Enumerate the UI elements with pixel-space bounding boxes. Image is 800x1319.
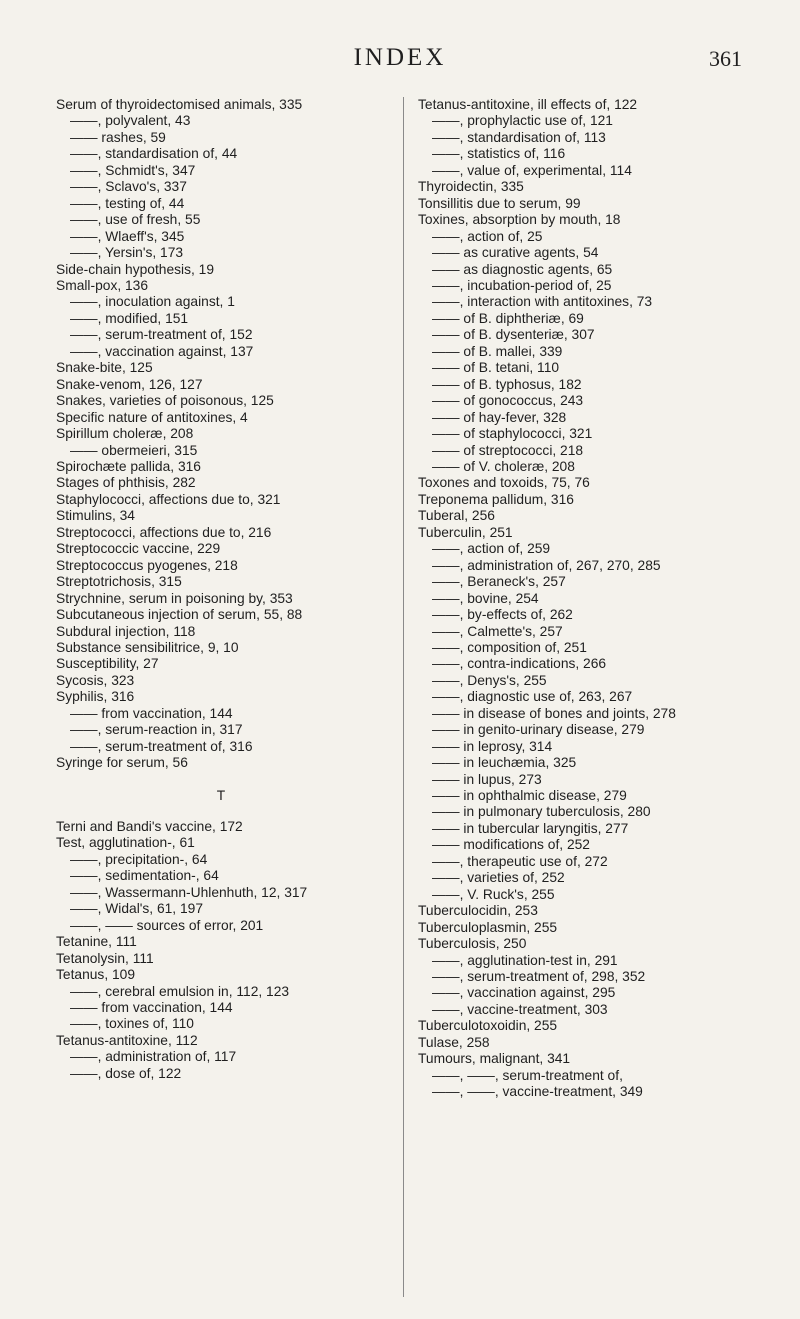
index-entry: Snake-bite, 125 xyxy=(56,360,153,376)
index-subentry: —— from vaccination, 144 xyxy=(70,1000,233,1016)
index-subentry: —— in ophthalmic disease, 279 xyxy=(432,788,627,804)
index-subentry: ——, Calmette's, 257 xyxy=(432,623,563,639)
index-entry: Thyroidectin, 335 xyxy=(418,179,524,195)
index-subentry: —— in leprosy, 314 xyxy=(432,738,553,754)
index-subentry: ——, statistics of, 116 xyxy=(432,146,566,162)
index-subentry: —— in disease of bones and joints, 278 xyxy=(432,705,676,721)
index-entry: Toxines, absorption by mouth, 18 xyxy=(418,212,621,228)
index-subentry: ——, Wassermann-Uhlenhuth, 12, 317 xyxy=(70,884,308,900)
index-column-left xyxy=(56,97,386,1082)
index-subentry: —— from vaccination, 144 xyxy=(70,705,233,721)
index-subentry: ——, incubation-period of, 25 xyxy=(432,277,612,293)
index-entry: Spirillum choleræ, 208 xyxy=(56,426,194,442)
index-subentry: —— in pulmonary tuberculosis, 280 xyxy=(432,804,651,820)
index-subentry: ——, therapeutic use of, 272 xyxy=(432,853,608,869)
index-entry: Tetanolysin, 111 xyxy=(56,950,154,966)
index-entry: Treponema pallidum, 316 xyxy=(418,491,574,507)
index-subentry: ——, Sclavo's, 337 xyxy=(70,179,187,195)
index-entry: Streptococcus pyogenes, 218 xyxy=(56,557,238,573)
index-entry: Streptococci, affections due to, 216 xyxy=(56,524,272,540)
index-entry: Sycosis, 323 xyxy=(56,672,135,688)
index-subentry: ——, —— sources of error, 201 xyxy=(70,917,264,933)
index-subentry: ——, Widal's, 61, 197 xyxy=(70,901,203,917)
index-entry: Stages of phthisis, 282 xyxy=(56,475,196,491)
index-subentry: ——, use of fresh, 55 xyxy=(70,212,201,228)
index-subentry: —— modifications of, 252 xyxy=(432,837,590,853)
index-subentry: —— obermeieri, 315 xyxy=(70,442,198,458)
page-number: 361 xyxy=(709,46,742,71)
index-subentry: ——, vaccination against, 137 xyxy=(70,343,254,359)
index-subentry: ——, modified, 151 xyxy=(70,310,189,326)
index-subentry: ——, toxines of, 110 xyxy=(70,1016,194,1032)
index-entry: Susceptibility, 27 xyxy=(56,656,159,672)
index-subentry: —— of B. diphtheriæ, 69 xyxy=(432,310,584,326)
index-entry: Tulase, 258 xyxy=(418,1034,490,1050)
index-entry: Stimulins, 34 xyxy=(56,508,135,524)
index-entry: Tuberal, 256 xyxy=(418,508,495,524)
index-subentry: ——, interaction with antitoxines, 73 xyxy=(432,294,653,310)
index-entry: Specific nature of antitoxines, 4 xyxy=(56,409,248,425)
index-subentry: —— as curative agents, 54 xyxy=(432,245,599,261)
index-subentry: ——, Wlaeff's, 345 xyxy=(70,228,185,244)
index-subentry: ——, diagnostic use of, 263, 267 xyxy=(432,689,633,705)
index-entry: Tuberculoplasmin, 255 xyxy=(418,919,558,935)
index-subentry: —— of hay-fever, 328 xyxy=(432,409,567,425)
index-subentry: ——, serum-treatment of, 152 xyxy=(70,327,253,343)
index-entry: Test, agglutination-, 61 xyxy=(56,835,195,851)
index-subentry: ——, agglutination-test in, 291 xyxy=(432,952,618,968)
index-subentry: ——, action of, 259 xyxy=(432,541,551,557)
index-subentry: ——, composition of, 251 xyxy=(432,639,587,655)
running-title: INDEX xyxy=(353,44,447,71)
index-subentry: ——, polyvalent, 43 xyxy=(70,113,191,129)
index-subentry: ——, standardisation of, 113 xyxy=(432,129,606,145)
index-entry: Streptococcic vaccine, 229 xyxy=(56,541,221,557)
index-subentry: —— of streptococci, 218 xyxy=(432,442,584,458)
index-subentry: ——, contra-indications, 266 xyxy=(432,656,607,672)
index-subentry: ——, administration of, 117 xyxy=(70,1049,237,1065)
index-entry: Side-chain hypothesis, 19 xyxy=(56,261,214,277)
index-entry: Streptotrichosis, 315 xyxy=(56,574,182,590)
index-entry: Tuberculotoxoidin, 255 xyxy=(418,1018,558,1034)
index-subentry: ——, cerebral emulsion in, 112, 123 xyxy=(70,983,290,999)
index-subentry: ——, precipitation-, 64 xyxy=(70,851,208,867)
index-entry: Syringe for serum, 56 xyxy=(56,755,188,771)
index-subentry: ——, prophylactic use of, 121 xyxy=(432,113,613,129)
index-subentry: —— rashes, 59 xyxy=(70,129,166,145)
index-entry: Tuberculin, 251 xyxy=(418,524,513,540)
running-head xyxy=(0,44,800,74)
index-entry: Syphilis, 316 xyxy=(56,689,135,705)
index-subentry: ——, Denys's, 255 xyxy=(432,672,547,688)
index-subentry: ——, serum-treatment of, 298, 352 xyxy=(432,969,646,985)
index-subentry: ——, administration of, 267, 270, 285 xyxy=(432,557,661,573)
index-subentry: ——, V. Ruck's, 255 xyxy=(432,886,555,902)
index-subentry: —— of B. mallei, 339 xyxy=(432,343,563,359)
index-subentry: —— of B. tetani, 110 xyxy=(432,360,560,376)
index-subentry: —— of V. choleræ, 208 xyxy=(432,458,575,474)
index-entry: Tuberculocidin, 253 xyxy=(418,903,538,919)
index-subentry: ——, inoculation against, 1 xyxy=(70,294,235,310)
index-subentry: ——, varieties of, 252 xyxy=(432,870,565,886)
index-subentry: ——, ——, serum-treatment of, xyxy=(432,1067,623,1083)
index-subentry: ——, dose of, 122 xyxy=(70,1065,182,1081)
index-subentry: ——, serum-treatment of, 316 xyxy=(70,738,253,754)
index-entry: Snake-venom, 126, 127 xyxy=(56,376,203,392)
index-entry: Tetanine, 111 xyxy=(56,934,137,950)
index-column-right xyxy=(418,97,758,1101)
index-entry: Toxones and toxoids, 75, 76 xyxy=(418,475,590,491)
index-subentry: ——, value of, experimental, 114 xyxy=(432,162,632,178)
index-entry: Tuberculosis, 250 xyxy=(418,936,527,952)
index-entry: Tonsillitis due to serum, 99 xyxy=(418,195,581,211)
index-subentry: ——, vaccination against, 295 xyxy=(432,985,616,1001)
index-subentry: —— of staphylococci, 321 xyxy=(432,426,593,442)
index-subentry: —— as diagnostic agents, 65 xyxy=(432,261,613,277)
index-subentry: —— in genito-urinary disease, 279 xyxy=(432,722,645,738)
index-subentry: ——, serum-reaction in, 317 xyxy=(70,722,243,738)
index-entry: Snakes, varieties of poisonous, 125 xyxy=(56,393,274,409)
index-subentry: —— in leuchæmia, 325 xyxy=(432,755,577,771)
index-subentry: ——, ——, vaccine-treatment, 349 xyxy=(432,1084,643,1100)
index-subentry: —— in lupus, 273 xyxy=(432,771,542,787)
index-subentry: ——, bovine, 254 xyxy=(432,590,539,606)
index-entry: Small-pox, 136 xyxy=(56,277,149,293)
index-subentry: ——, Beraneck's, 257 xyxy=(432,574,566,590)
index-subentry: —— of B. typhosus, 182 xyxy=(432,376,582,392)
index-entry: Terni and Bandi's vaccine, 172 xyxy=(56,819,243,835)
index-subentry: ——, sedimentation-, 64 xyxy=(70,868,219,884)
index-subentry: ——, by-effects of, 262 xyxy=(432,607,573,623)
index-subentry: ——, action of, 25 xyxy=(432,228,543,244)
index-subentry: —— of gonococcus, 243 xyxy=(432,393,584,409)
index-subentry: ——, standardisation of, 44 xyxy=(70,146,238,162)
index-entry: Substance sensibilitrice, 9, 10 xyxy=(56,639,239,655)
section-letter: T xyxy=(216,787,226,803)
index-entry: Tetanus-antitoxine, 112 xyxy=(56,1032,198,1048)
index-subentry: ——, testing of, 44 xyxy=(70,195,185,211)
index-entry: Tetanus-antitoxine, ill effects of, 122 xyxy=(418,97,638,112)
index-entry: Subdural injection, 118 xyxy=(56,623,196,639)
index-entry: Tetanus, 109 xyxy=(56,967,136,983)
index-subentry: —— of B. dysenteriæ, 307 xyxy=(432,327,595,343)
index-entry: Strychnine, serum in poisoning by, 353 xyxy=(56,590,293,606)
column-divider xyxy=(403,97,404,1297)
index-subentry: ——, Schmidt's, 347 xyxy=(70,162,196,178)
index-subentry: ——, Yersin's, 173 xyxy=(70,245,184,261)
index-entry: Staphylococci, affections due to, 321 xyxy=(56,491,281,507)
index-subentry: ——, vaccine-treatment, 303 xyxy=(432,1001,608,1017)
index-entry: Tumours, malignant, 341 xyxy=(418,1051,571,1067)
index-subentry: —— in tubercular laryngitis, 277 xyxy=(432,820,629,836)
index-entry: Subcutaneous injection of serum, 55, 88 xyxy=(56,607,303,623)
index-entry: Spirochæte pallida, 316 xyxy=(56,458,201,474)
index-entry: Serum of thyroidectomised animals, 335 xyxy=(56,97,303,112)
